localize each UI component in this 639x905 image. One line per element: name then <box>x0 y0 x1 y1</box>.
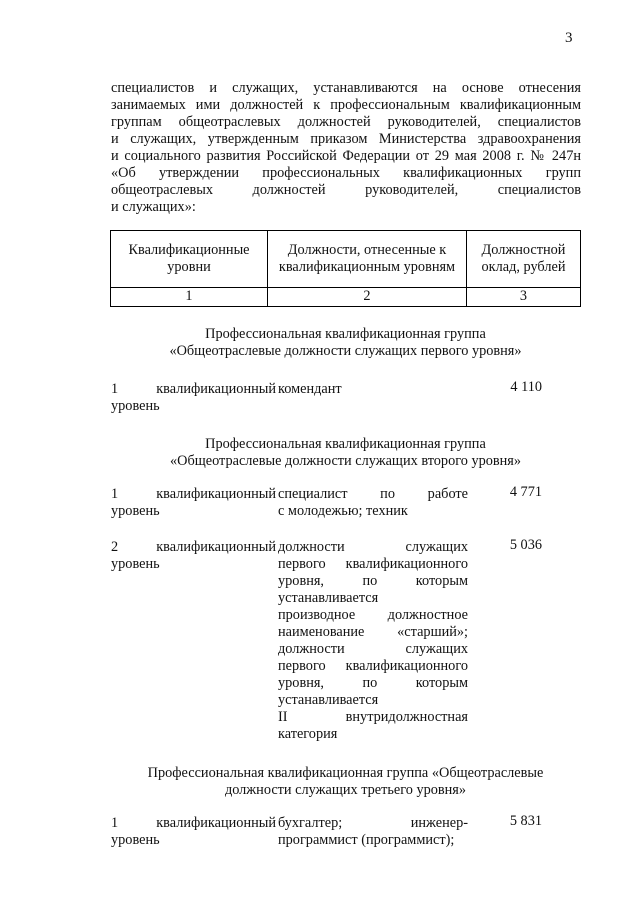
level-number: 1 <box>111 381 119 397</box>
salary-value: 5 831 <box>509 813 542 829</box>
salary-value: 4 771 <box>509 484 542 500</box>
group-title-line: Профессиональная квалификационная группа <box>205 326 486 342</box>
group-title-third-level <box>110 765 581 799</box>
header-table <box>110 230 581 307</box>
position-line: наименование «старший»; <box>278 624 468 640</box>
level-unit: уровень <box>111 832 160 848</box>
salary-value: 4 110 <box>510 379 542 395</box>
position-line: производное должностное <box>278 607 468 623</box>
intro-line: и служащих»: <box>111 199 196 215</box>
position-line: первого квалификационного <box>278 556 468 572</box>
positions-list <box>278 381 468 398</box>
position-line: бухгалтер; инженер- <box>278 815 468 831</box>
header-positions: Должности, отнесенные к квалификационным уровням <box>268 231 467 288</box>
intro-paragraph <box>111 80 581 216</box>
level-unit: уровень <box>111 503 160 519</box>
intro-line: и служащих, утвержденным приказом Министерства здравоохранения <box>111 131 581 147</box>
group-title-second-level <box>110 436 581 470</box>
group-title-line: Профессиональная квалификационная группа <box>205 436 486 452</box>
position-line: устанавливается <box>278 590 379 606</box>
position-line: специалист по работе <box>278 486 468 502</box>
positions-list <box>278 539 468 743</box>
position-line: уровня, по которым <box>278 573 468 589</box>
position-line: комендант <box>278 381 342 397</box>
qualification-level <box>111 815 276 849</box>
position-line: II внутридолжностная <box>278 709 468 725</box>
position-line: с молодежью; техник <box>278 503 408 519</box>
level-unit: уровень <box>111 556 160 572</box>
intro-line: «Об утверждении профессиональных квалификационных групп <box>111 165 581 181</box>
column-number: 1 <box>111 287 268 306</box>
group-title-line: должности служащих третьего уровня» <box>224 782 467 798</box>
position-line: уровня, по которым <box>278 675 468 691</box>
salary-value: 5 036 <box>509 537 542 553</box>
position-line: первого квалификационного <box>278 658 468 674</box>
intro-line: общеотраслевых должностей руководителей, специалистов <box>111 182 581 198</box>
header-salary: Должностной оклад, рублей <box>467 231 581 288</box>
position-line: программист (программист); <box>278 832 455 848</box>
position-line: устанавливается <box>278 692 379 708</box>
group-title-line: Профессиональная квалификационная группа «Общеотраслевые <box>147 765 544 781</box>
level-word: квалификационный <box>156 486 276 502</box>
position-line: категория <box>278 726 338 742</box>
level-unit: уровень <box>111 398 160 414</box>
level-word: квалификационный <box>156 815 276 831</box>
column-number: 3 <box>467 287 581 306</box>
position-line: должности служащих <box>278 539 468 555</box>
qualification-level <box>111 381 276 415</box>
intro-line: специалистов и служащих, устанавливаются на основе отнесения <box>111 80 581 96</box>
group-title-first-level <box>110 326 581 360</box>
level-number: 1 <box>111 815 119 831</box>
level-word: квалификационный <box>156 381 276 397</box>
page-number: 3 <box>565 30 573 46</box>
qualification-level <box>111 486 276 520</box>
positions-list <box>278 815 468 849</box>
intro-line: занимаемых ими должностей к профессиональным квалификационным <box>111 97 581 113</box>
level-number: 1 <box>111 486 119 502</box>
group-title-line: «Общеотраслевые должности служащих второго уровня» <box>169 453 522 469</box>
level-number: 2 <box>111 539 119 555</box>
positions-list <box>278 486 468 520</box>
column-number: 2 <box>268 287 467 306</box>
group-title-line: «Общеотраслевые должности служащих первого уровня» <box>169 343 522 359</box>
qualification-level <box>111 539 276 573</box>
intro-line: группам общеотраслевых должностей руководителей, специалистов <box>111 114 581 130</box>
level-word: квалификационный <box>156 539 276 555</box>
header-qualification-levels: Квалификационные уровни <box>111 231 268 288</box>
intro-line: и социального развития Российской Федерации от 29 мая 2008 г. № 247н <box>111 148 581 164</box>
position-line: должности служащих <box>278 641 468 657</box>
